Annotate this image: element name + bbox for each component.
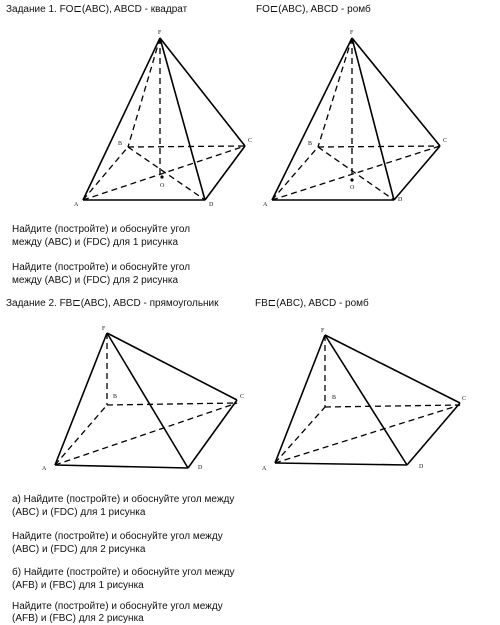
task1-question-2-line-1: Найдите (постройте) и обоснуйте угол — [12, 262, 191, 273]
task1-question-2-line-2: между (ABC) и (FDC) для 2 рисунка — [12, 275, 179, 286]
task1-question-1-line-1: Найдите (постройте) и обоснуйте угол — [12, 224, 191, 235]
task2-pyramid-rhombus — [262, 328, 466, 472]
vertex-label-a: A — [42, 466, 47, 472]
vertex-label-a: A — [262, 466, 267, 472]
vertex-label-d: D — [398, 197, 403, 203]
vertex-label-c: C — [240, 394, 245, 400]
task1-heading-left: Задание 1. FO⊏(ABC), ABCD - квадрат — [6, 4, 188, 15]
task1-question-1-line-2: между (ABC) и (FDC) для 1 рисунка — [12, 237, 179, 248]
task2-heading-right: FB⊏(ABC), ABCD - ромб — [255, 298, 369, 309]
vertex-label-d: D — [419, 464, 424, 470]
vertex-label-f: F — [102, 326, 106, 332]
task2-question-b-line-1: Найдите (постройте) и обоснуйте угол между — [12, 531, 223, 542]
task1-pyramid-square — [74, 30, 252, 208]
task2-question-d-line-2: (AFB) и (FBC) для 2 рисунка — [12, 613, 144, 624]
vertex-label-c: C — [462, 396, 467, 402]
vertex-label-c: C — [443, 138, 448, 144]
vertex-label-a: A — [74, 202, 79, 208]
vertex-label-b: B — [118, 141, 123, 147]
vertex-label-c: C — [248, 138, 253, 144]
vertex-label-o: O — [350, 185, 355, 191]
task2-question-a-line-1: а) Найдите (постройте) и обоснуйте угол между — [12, 494, 235, 505]
vertex-label-f: F — [350, 30, 354, 36]
task1-heading-right: FO⊏(ABC), ABCD - ромб — [256, 4, 371, 15]
vertex-label-a: A — [263, 202, 268, 208]
vertex-label-d: D — [198, 465, 203, 471]
task2-question-c-line-2: (AFB) и (FBC) для 1 рисунка — [12, 580, 144, 591]
task1-pyramid-rhombus — [263, 30, 447, 208]
vertex-label-f: F — [158, 30, 162, 36]
task2-heading-left: Задание 2. FB⊏(ABC), ABCD - прямоугольник — [6, 298, 219, 309]
vertex-label-o: O — [160, 183, 165, 189]
task2-question-d-line-1: Найдите (постройте) и обоснуйте угол между — [12, 601, 223, 612]
task2-question-b-line-2: (ABC) и (FDC) для 2 рисунка — [12, 544, 146, 555]
vertex-label-f: F — [321, 328, 325, 334]
task2-question-c-line-1: б) Найдите (постройте) и обоснуйте угол между — [12, 567, 235, 578]
vertex-label-b: B — [113, 394, 118, 400]
vertex-label-b: B — [308, 141, 313, 147]
vertex-label-b: B — [332, 395, 337, 401]
task2-question-a-line-2: (ABC) и (FDC) для 1 рисунка — [12, 507, 146, 518]
vertex-label-d: D — [209, 202, 214, 208]
task2-pyramid-rectangle — [42, 326, 244, 472]
